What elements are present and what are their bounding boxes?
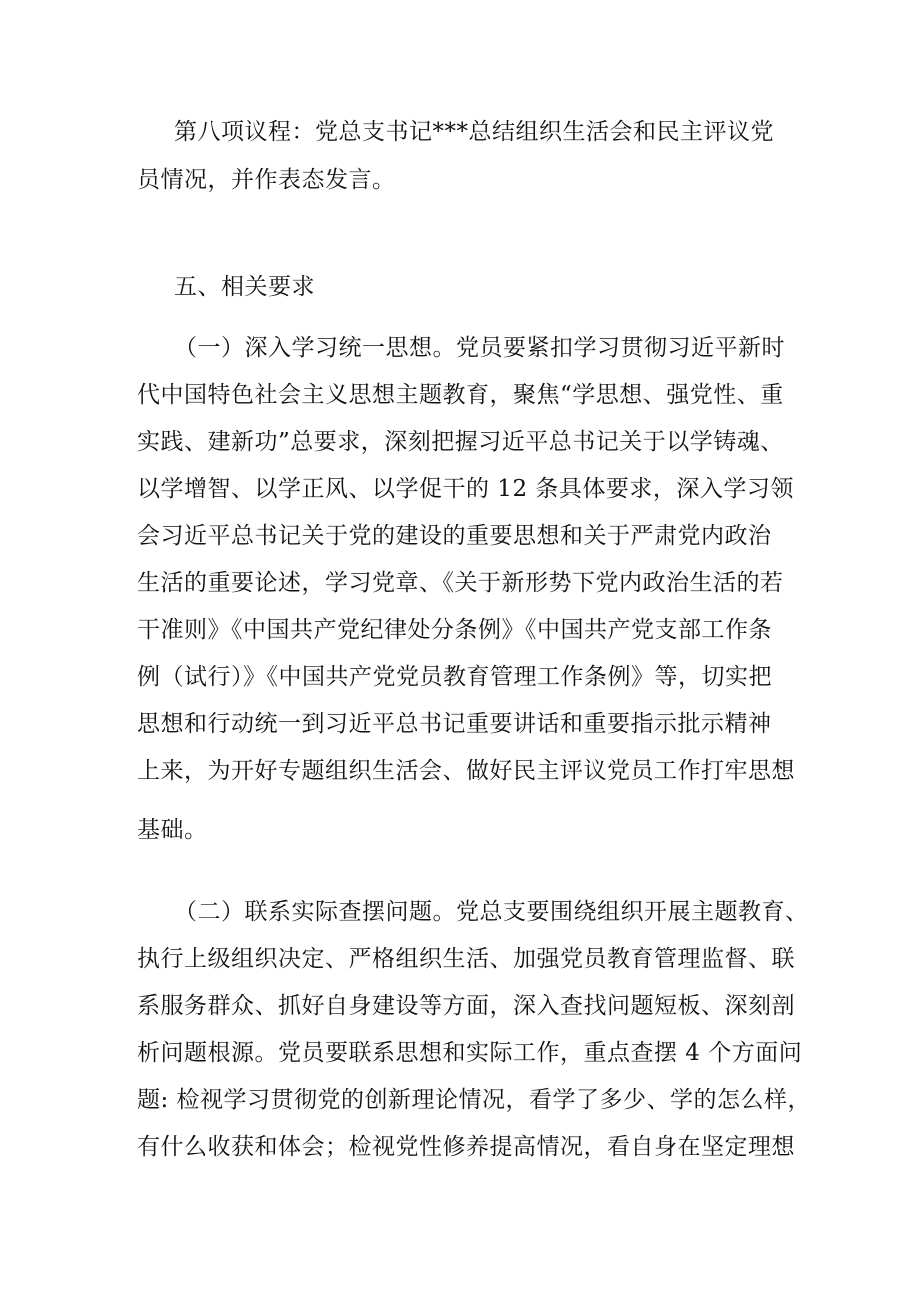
agenda-8-line-2: 员情况，并作表态发言。 <box>137 167 396 193</box>
item-1-line-4: 以学增智、以学正风、以学促干的 12 条具体要求，深入学习领 <box>137 476 794 502</box>
item-2-line-4: 析问题根源。党员要联系思想和实际工作，重点查摆 4 个方面问 <box>137 1040 803 1066</box>
item-1-line-2: 代中国特色社会主义思想主题教育，聚焦“学思想、强党性、重 <box>137 382 784 408</box>
item-1-line-10: 上来，为开好专题组织生活会、做好民主评议党员工作打牢思想 <box>137 758 795 784</box>
section-5-heading: 五、相关要求 <box>174 274 315 300</box>
item-1-line-5: 会习近平总书记关于党的建设的重要思想和关于严肃党内政治 <box>137 523 772 549</box>
item-2-line-5: 题: 检视学习贯彻党的创新理论情况，看学了多少、学的怎么样， <box>137 1087 812 1113</box>
item-1-line-7: 干准则》《中国共产党纪律处分条例》《中国共产党支部工作条 <box>137 617 772 643</box>
agenda-8-line-1: 第八项议程：党总支书记***总结组织生活会和民主评议党 <box>174 119 774 145</box>
item-1-line-8: 例（试行）》《中国共产党党员教育管理工作条例》等，切实把 <box>137 664 772 690</box>
item-1-line-11: 基础。 <box>137 817 208 843</box>
item-2-line-2: 执行上级组织决定、严格组织生活、加强党员教育管理监督、联 <box>137 946 795 972</box>
item-1-line-6: 生活的重要论述，学习党章、《关于新形势下党内政治生活的若 <box>137 570 784 596</box>
item-1-line-9: 思想和行动统一到习近平总书记重要讲话和重要指示批示精神 <box>137 711 772 737</box>
item-2-line-3: 系服务群众、抓好自身建设等方面，深入查找问题短板、深刻剖 <box>137 993 795 1019</box>
item-1-line-3: 实践、建新功”总要求，深刻把握习近平总书记关于以学铸魂、 <box>137 429 784 455</box>
item-2-line-6: 有什么收获和体会；检视党性修养提高情况，看自身在坚定理想 <box>137 1134 795 1160</box>
item-1-line-1: （一）深入学习统一思想。党员要紧扣学习贯彻习近平新时 <box>174 335 785 361</box>
item-2-line-1: （二）联系实际查摆问题。党总支要围绕组织开展主题教育、 <box>174 899 809 925</box>
